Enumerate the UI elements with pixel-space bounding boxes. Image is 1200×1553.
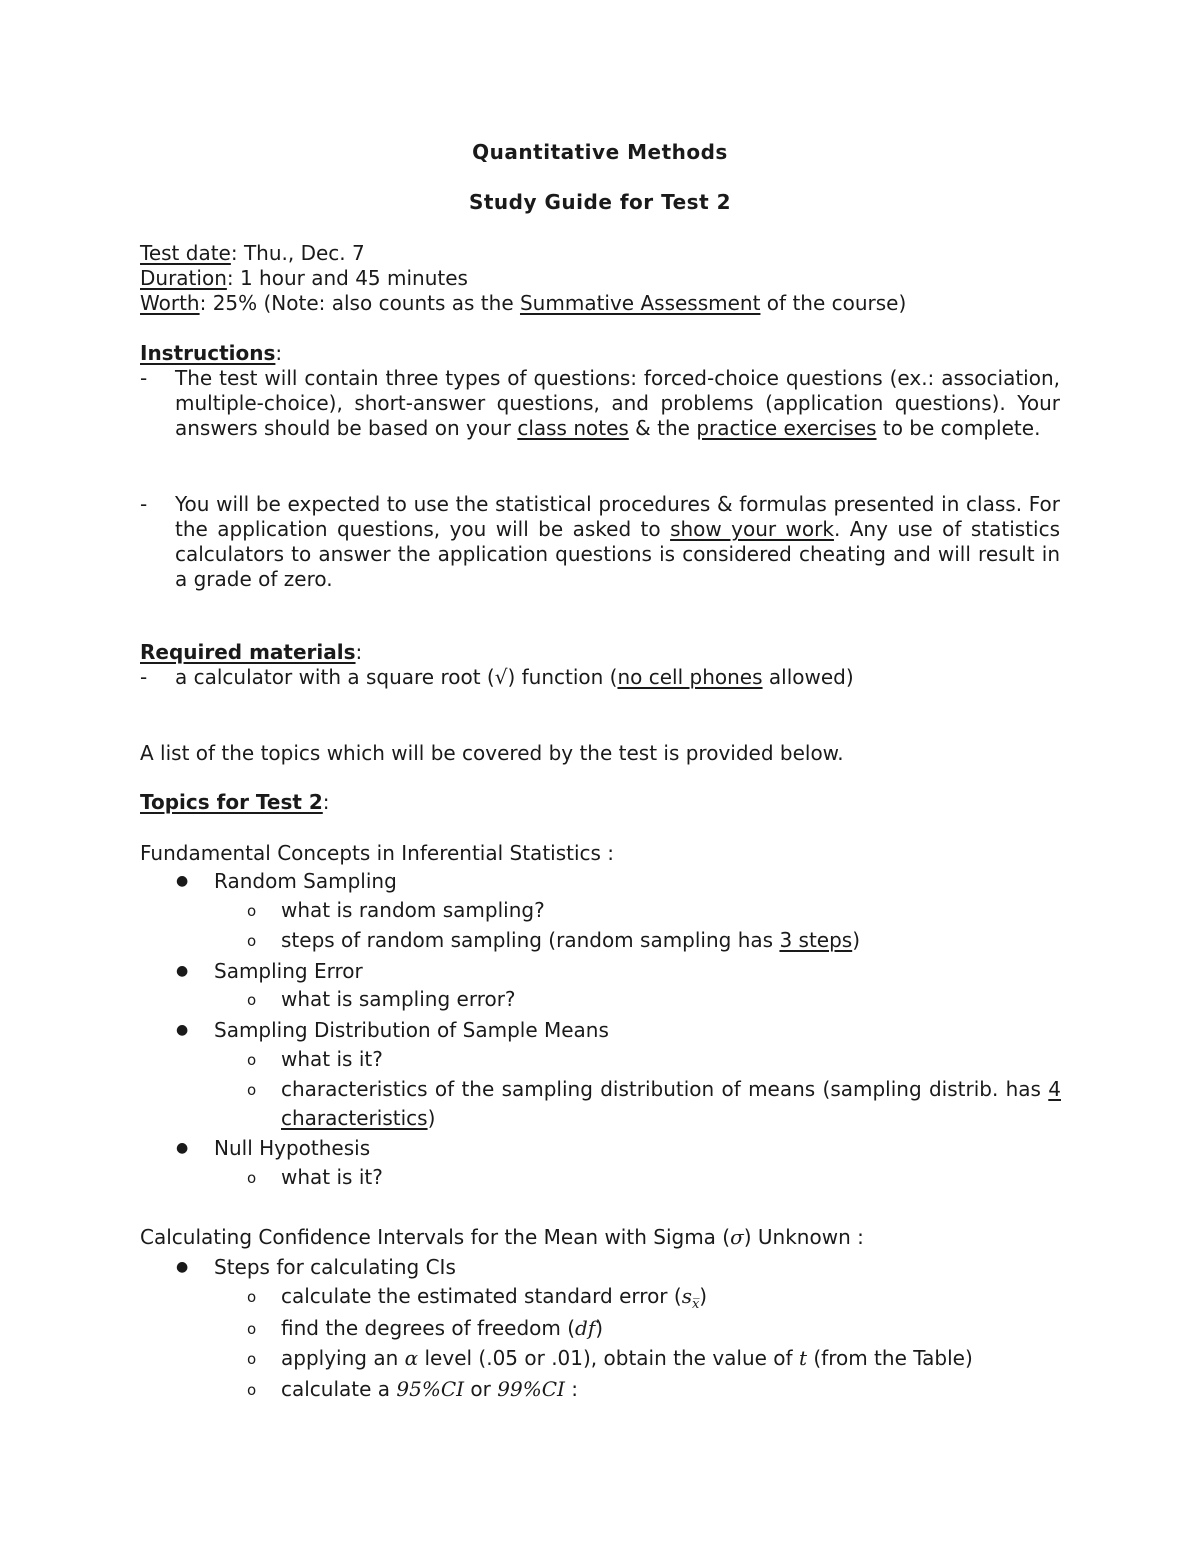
topics-heading	[140, 790, 330, 815]
instructions-heading	[140, 341, 282, 366]
instruction-1-text: The test will contain three types of questions: forced-choice questions (ex.: association, multiple-choice), short-answer questions, and problems (application questions). Your answers should be based on your	[175, 366, 1060, 440]
duration-value: : 1 hour and 45 minutes	[226, 266, 468, 290]
step1-close: )	[699, 1284, 708, 1308]
topic-sampling-distribution: Sampling Distribution of Sample Means	[214, 1018, 609, 1042]
duration-line	[140, 266, 468, 291]
subtopic-what-is-random-sampling: what is random sampling?	[281, 898, 545, 922]
instruction-item-1	[175, 366, 1060, 441]
step4-close: :	[564, 1377, 579, 1401]
circle-bullet-icon: o	[247, 1320, 257, 1338]
section-fundamental-concepts: Fundamental Concepts in Inferential Statistics :	[140, 841, 615, 865]
instruction-item-2	[175, 492, 1060, 592]
materials-text: a calculator with a square root (√) function (	[175, 665, 618, 689]
step1-text: calculate the estimated standard error (	[281, 1284, 682, 1308]
bullet-icon: ●	[176, 1140, 189, 1156]
test-date-value: : Thu., Dec. 7	[230, 241, 365, 265]
bullet-icon: ●	[176, 1259, 189, 1275]
summative-assessment: Summative Assessment	[519, 291, 761, 315]
bullet-icon: ●	[176, 963, 189, 979]
topics-colon: :	[322, 790, 330, 814]
circle-bullet-icon: o	[247, 1051, 257, 1069]
step3-text-c: (from the Table)	[807, 1346, 973, 1370]
show-your-work: show your work	[670, 517, 834, 541]
document-subtitle: Study Guide for Test 2	[468, 190, 732, 214]
step-alpha-level	[281, 1346, 973, 1371]
topic-steps-ci: Steps for calculating CIs	[214, 1255, 456, 1279]
bullet-icon: ●	[176, 1022, 189, 1038]
instruction-1-text-b: & the	[628, 416, 697, 440]
t-symbol: t	[798, 1346, 807, 1370]
circle-bullet-icon: o	[247, 1169, 257, 1187]
worth-line	[140, 291, 906, 316]
s-symbol: s	[681, 1284, 692, 1308]
instruction-1-text-c: to be complete.	[876, 416, 1041, 440]
materials-colon: :	[355, 640, 363, 664]
step4-text: calculate a	[281, 1377, 397, 1401]
circle-bullet-icon: o	[247, 902, 257, 920]
four-characteristics: 4 characteristics	[281, 1077, 1061, 1130]
topic-null-hypothesis: Null Hypothesis	[214, 1136, 371, 1160]
characteristics-close: )	[427, 1106, 436, 1130]
instructions-heading-text: Instructions	[140, 341, 276, 365]
three-steps: 3 steps	[779, 928, 853, 952]
step3-text-b: level (.05 or .01), obtain the value of	[418, 1346, 799, 1370]
rs-steps-text: steps of random sampling (random sampling has	[281, 928, 780, 952]
subtopic-steps-random-sampling	[281, 928, 860, 953]
step2-text: find the degrees of freedom (	[281, 1316, 576, 1340]
topics-heading-text: Topics for Test 2	[140, 790, 323, 814]
worth-value: : 25% (Note: also counts as the	[199, 291, 520, 315]
df-symbol: df	[575, 1316, 596, 1340]
circle-bullet-icon: o	[247, 991, 257, 1009]
topics-intro: A list of the topics which will be covered by the test is provided below.	[140, 741, 844, 765]
section-confidence-intervals	[140, 1225, 864, 1250]
step-degrees-freedom	[281, 1316, 603, 1341]
circle-bullet-icon: o	[247, 1081, 257, 1099]
alpha-symbol: α	[404, 1346, 419, 1370]
step3-text: applying an	[281, 1346, 405, 1370]
worth-label: Worth	[140, 291, 200, 315]
ci-section-text-b: ) Unknown :	[743, 1225, 864, 1249]
duration-label: Duration	[140, 266, 227, 290]
step-calculate-ci	[281, 1377, 578, 1402]
circle-bullet-icon: o	[247, 1350, 257, 1368]
topic-sampling-error: Sampling Error	[214, 959, 363, 983]
circle-bullet-icon: o	[247, 1288, 257, 1306]
class-notes: class notes	[517, 416, 629, 440]
test-date-label: Test date	[140, 241, 231, 265]
instruction-2-text: You will be expected to use the statistical procedures & formulas presented in class. For the application questions, you will be asked to	[175, 492, 1060, 541]
worth-tail: of the course)	[760, 291, 907, 315]
practice-exercises: practice exercises	[696, 416, 877, 440]
rs-steps-close: )	[852, 928, 861, 952]
step2-close: )	[595, 1316, 604, 1340]
topic-random-sampling: Random Sampling	[214, 869, 397, 893]
subtopic-what-is-sampling-error: what is sampling error?	[281, 987, 516, 1011]
subtopic-null-what-is-it: what is it?	[281, 1165, 383, 1189]
instruction-2-text-b: . Any use of statistics calculators to answer the application questions is considered cheating and will result in a grade of zero.	[175, 517, 1060, 591]
no-cell-phones: no cell phones	[617, 665, 763, 689]
ci-95-symbol: 95%CI	[396, 1377, 465, 1401]
materials-text-b: allowed)	[762, 665, 854, 689]
step-standard-error	[281, 1284, 707, 1317]
characteristics-text: characteristics of the sampling distribution of means (sampling distrib. has	[281, 1077, 1049, 1101]
ci-99-symbol: 99%CI	[497, 1377, 565, 1401]
materials-item	[175, 665, 854, 690]
sigma-symbol: σ	[730, 1225, 744, 1249]
instructions-colon: :	[275, 341, 283, 365]
test-date-line	[140, 241, 365, 266]
ci-section-text: Calculating Confidence Intervals for the Mean with Sigma (	[140, 1225, 731, 1249]
dash-marker: -	[140, 492, 148, 516]
dash-marker: -	[140, 366, 148, 390]
subtopic-what-is-it: what is it?	[281, 1047, 383, 1071]
subtopic-characteristics	[281, 1075, 1061, 1133]
circle-bullet-icon: o	[247, 1381, 257, 1399]
bullet-icon: ●	[176, 873, 189, 889]
circle-bullet-icon: o	[247, 932, 257, 950]
step4-or: or	[464, 1377, 498, 1401]
materials-heading	[140, 640, 362, 665]
document-title: Quantitative Methods	[472, 140, 728, 164]
xbar-subscript: x̅	[691, 1297, 700, 1312]
materials-heading-text: Required materials	[140, 640, 356, 664]
dash-marker: -	[140, 665, 148, 689]
